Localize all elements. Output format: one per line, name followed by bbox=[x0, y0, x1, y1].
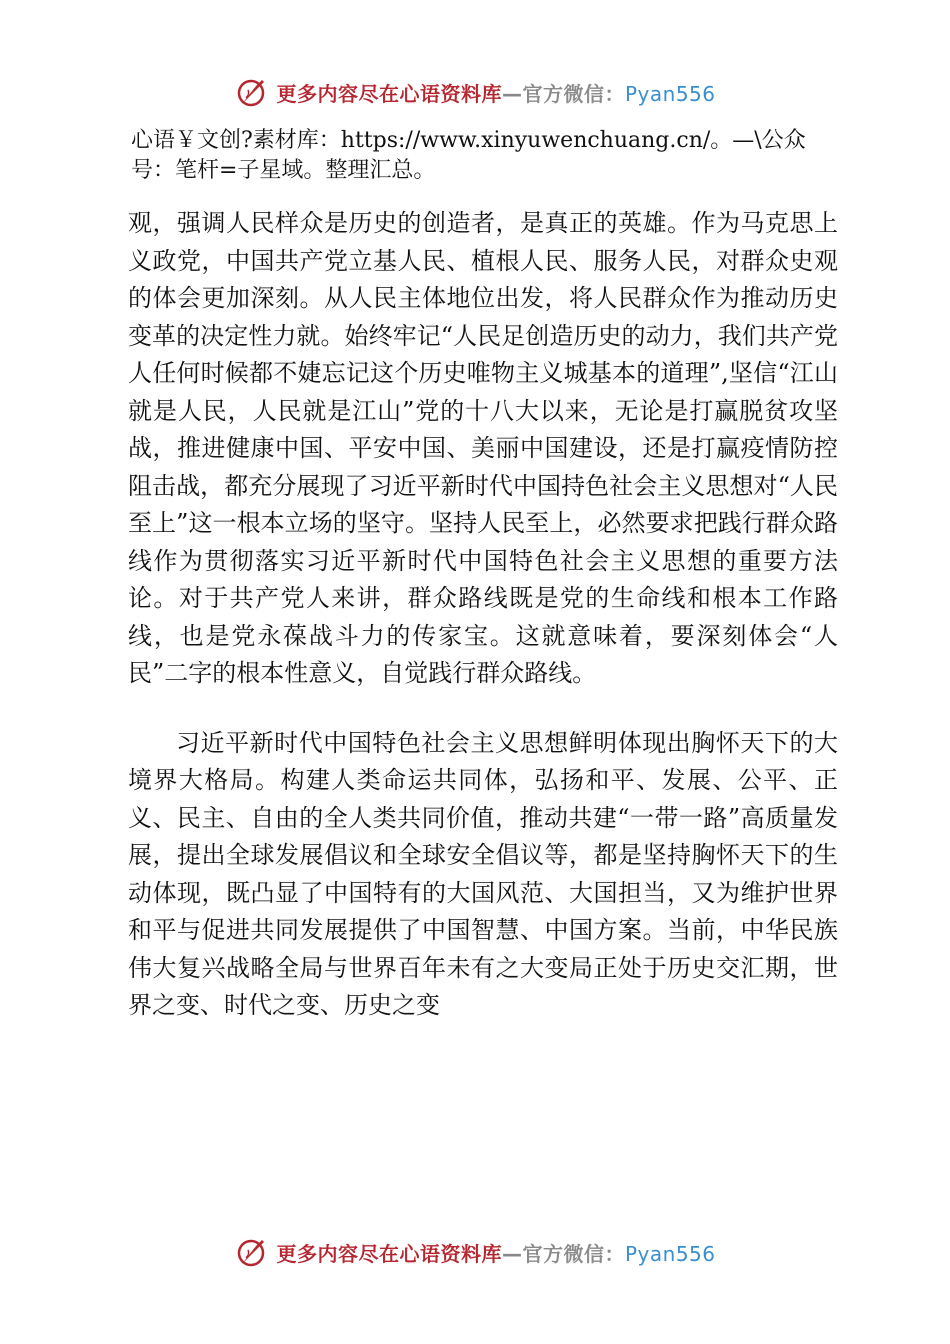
paragraph-1: 观，强调人民样众是历史的创造者，是真正的英雄。作为马克思上义政党，中国共产党立基人民、植根人民、服务人民，对群众史观的体会更加深刻。从人民主体地位出发，将人民群众作为推动历史变革的决定性力就。始终牢记“人民足创造历史的动力，我们共产党人任何时候都不婕忘记这个历史唯物主义城基本的道理”,坚信“江山就是人民，人民就是江山”党的十八大以来，无论是打赢脱贫攻坚战，推进健康中国、平安中国、美丽中国建设，还是打赢疫情防控阻击战，都充分展现了习近平新时代中国持色社会主义思想对“人民至上”这一根本立场的坚守。坚持人民至上，必然要求把践行群众路线作为贯彻落实习近平新时代中国特色社会主义思想的重要方法论。对于共产党人来讲，群众路线既是党的生命线和根本工作路线，也是党永葆战斗力的传家宝。这就意味着，要深刻体会“人民”二字的根本性意义，自觉践行群众路线。 bbox=[128, 209, 838, 687]
banner-prefix: 更多内容尽在心语资料库 bbox=[276, 81, 502, 106]
footer-banner bbox=[0, 1230, 950, 1274]
source-text: 心语￥文创?素材库：https://www.xinyuwenchuang.cn/。—\公众号：笔杆=子星域。整理汇总。 bbox=[131, 128, 806, 183]
banner-text bbox=[276, 78, 715, 107]
banner-wechat-id: Pyan556 bbox=[624, 1241, 716, 1266]
banner-dash: — bbox=[501, 81, 523, 106]
banner-prefix: 更多内容尽在心语资料库 bbox=[276, 1241, 502, 1266]
source-line bbox=[131, 126, 831, 186]
banner-suffix-label: 官方微信： bbox=[522, 1241, 625, 1266]
banner-suffix-label: 官方微信： bbox=[522, 81, 625, 106]
pen-nib-logo-icon bbox=[234, 1234, 270, 1270]
banner-wechat-id: Pyan556 bbox=[624, 81, 716, 106]
document-body bbox=[128, 205, 838, 1025]
header-banner bbox=[0, 70, 950, 114]
paragraph-2: 习近平新时代中国特色社会主义思想鲜明体现出胸怀天下的大境界大格局。构建人类命运共同体，弘扬和平、发展、公平、正义、民主、自由的全人类共同价值，推动共建“一带一路”高质量发展，提出全球发展倡议和全球安全倡议等，都是坚持胸怀天下的生动体现，既凸显了中国特有的大国风范、大国担当，又为维护世界和平与促进共同发展提供了中国智慧、中国方案。当前，中华民族伟大复兴战略全局与世界百年未有之大变局正处于历史交汇期，世界之变、时代之变、历史之变 bbox=[128, 728, 838, 1019]
banner-dash: — bbox=[501, 1241, 523, 1266]
pen-nib-logo-icon bbox=[234, 74, 270, 110]
banner-text bbox=[276, 1238, 715, 1267]
